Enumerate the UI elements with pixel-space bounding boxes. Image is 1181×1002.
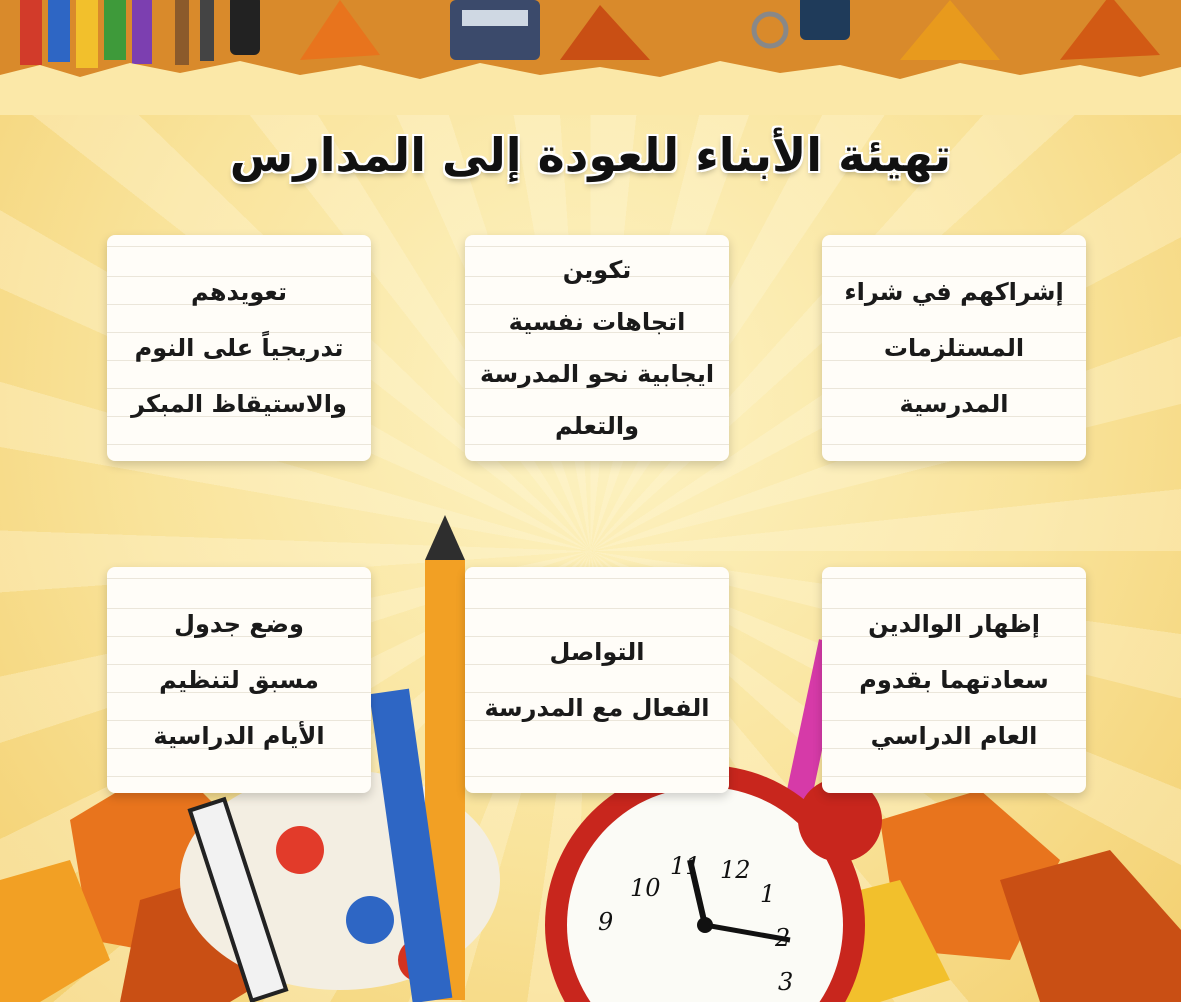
- card-line: سعادتهما بقدوم: [859, 666, 1049, 694]
- clock-number-10: 10: [630, 874, 661, 902]
- tip-card-shopping: [822, 235, 1086, 461]
- tip-card-happiness: [822, 567, 1086, 793]
- clock-number-1: 1: [760, 880, 776, 908]
- card-line: إشراكهم في شراء: [844, 278, 1064, 306]
- card-line: والتعلم: [554, 412, 640, 440]
- card-line: المدرسية: [899, 390, 1009, 418]
- card-line: تكوين: [562, 256, 632, 284]
- page-title: تهيئة الأبناء للعودة إلى المدارس: [229, 128, 952, 182]
- card-line: اتجاهات نفسية: [508, 308, 686, 336]
- clock-number-11: 11: [670, 852, 701, 880]
- card-line: والاستيقاظ المبكر: [131, 390, 347, 418]
- card-line: ايجابية نحو المدرسة: [479, 360, 715, 388]
- tip-card-schedule: [107, 567, 371, 793]
- card-line: تدريجياً على النوم: [134, 334, 344, 362]
- card-line: التواصل: [549, 638, 645, 666]
- card-line: الأيام الدراسية: [153, 722, 325, 750]
- clock-number-3: 3: [778, 968, 794, 996]
- card-line: تعويدهم: [191, 278, 287, 306]
- clock-number-9: 9: [598, 908, 614, 936]
- clock-number-2: 2: [775, 924, 791, 952]
- card-line: إظهار الوالدين: [868, 610, 1040, 638]
- card-line: المستلزمات: [883, 334, 1025, 362]
- clock-number-12: 12: [720, 856, 751, 884]
- card-line: العام الدراسي: [870, 722, 1038, 750]
- tip-card-sleep: [107, 235, 371, 461]
- tip-card-communication: [465, 567, 729, 793]
- card-line: وضع جدول: [174, 610, 304, 638]
- card-line: الفعال مع المدرسة: [484, 694, 710, 722]
- card-line: مسبق لتنظيم: [159, 666, 319, 694]
- tip-card-attitudes: [465, 235, 729, 461]
